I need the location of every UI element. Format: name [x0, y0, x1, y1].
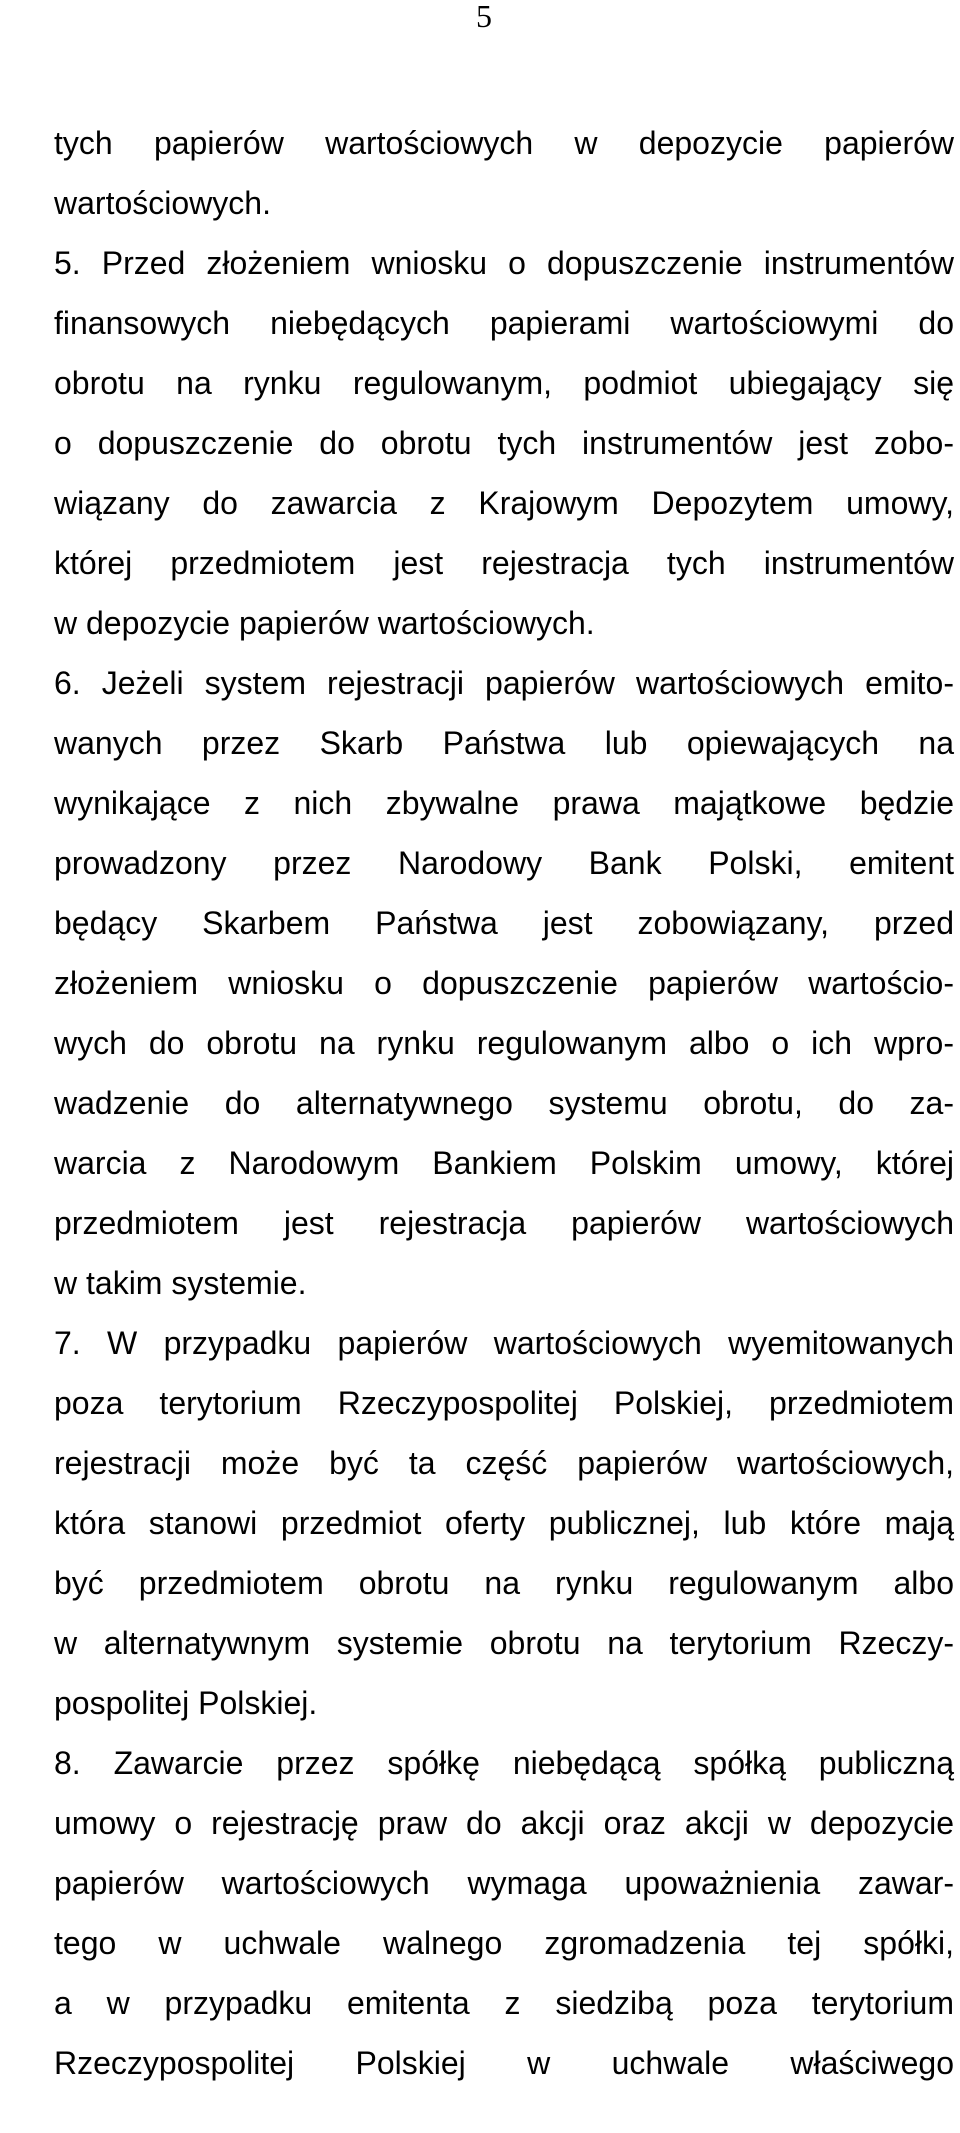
text-line: finansowych niebędących papierami wartościowymi do [54, 305, 954, 341]
text-line: wanych przez Skarb Państwa lub opiewających na [54, 725, 954, 761]
page-number-text: 5 [476, 0, 492, 34]
text-line: będący Skarbem Państwa jest zobowiązany, przed [54, 905, 954, 941]
text-line: która stanowi przedmiot oferty publicznej, lub które mają [54, 1505, 954, 1541]
text-line: wartościowych. [54, 185, 271, 221]
text-line: o dopuszczenie do obrotu tych instrumentów jest zobo- [54, 425, 954, 461]
text-line: której przedmiotem jest rejestracja tych instrumentów [54, 545, 954, 581]
text-line: przedmiotem jest rejestracja papierów wartościowych [54, 1205, 954, 1241]
text-line: 7. W przypadku papierów wartościowych wyemitowanych [54, 1325, 954, 1361]
text-line: wych do obrotu na rynku regulowanym albo o ich wpro- [54, 1025, 954, 1061]
text-line: pospolitej Polskiej. [54, 1685, 318, 1721]
text-line: być przedmiotem obrotu na rynku regulowanym albo [54, 1565, 954, 1601]
text-line: poza terytorium Rzeczypospolitej Polskiej, przedmiotem [54, 1385, 954, 1421]
text-line: tego w uchwale walnego zgromadzenia tej spółki, [54, 1925, 954, 1961]
text-line: 6. Jeżeli system rejestracji papierów wartościowych emito- [54, 665, 954, 701]
text-line: 8. Zawarcie przez spółkę niebędącą spółką publiczną [54, 1745, 954, 1781]
text-line: tych papierów wartościowych w depozycie papierów [54, 125, 954, 161]
text-line: w depozycie papierów wartościowych. [54, 605, 595, 641]
text-line: 5. Przed złożeniem wniosku o dopuszczenie instrumentów [54, 245, 954, 281]
text-line: złożeniem wniosku o dopuszczenie papierów wartościo- [54, 965, 954, 1001]
text-line: papierów wartościowych wymaga upoważnienia zawar- [54, 1865, 954, 1901]
text-line: Rzeczypospolitej Polskiej w uchwale właściwego [54, 2045, 954, 2081]
text-line: rejestracji może być ta część papierów wartościowych, [54, 1445, 954, 1481]
text-line: obrotu na rynku regulowanym, podmiot ubiegający się [54, 365, 954, 401]
text-line: w takim systemie. [54, 1265, 307, 1301]
text-line: wiązany do zawarcia z Krajowym Depozytem umowy, [54, 485, 954, 521]
text-line: wynikające z nich zbywalne prawa majątkowe będzie [54, 785, 954, 821]
text-line: umowy o rejestrację praw do akcji oraz akcji w depozycie [54, 1805, 954, 1841]
text-line: warcia z Narodowym Bankiem Polskim umowy, której [54, 1145, 954, 1181]
text-line: w alternatywnym systemie obrotu na terytorium Rzeczy- [54, 1625, 954, 1661]
text-line: wadzenie do alternatywnego systemu obrotu, do za- [54, 1085, 954, 1121]
document-body [54, 113, 960, 2093]
text-line: a w przypadku emitenta z siedzibą poza terytorium [54, 1985, 954, 2021]
text-line: prowadzony przez Narodowy Bank Polski, emitent [54, 845, 954, 881]
page-number [0, 0, 960, 32]
